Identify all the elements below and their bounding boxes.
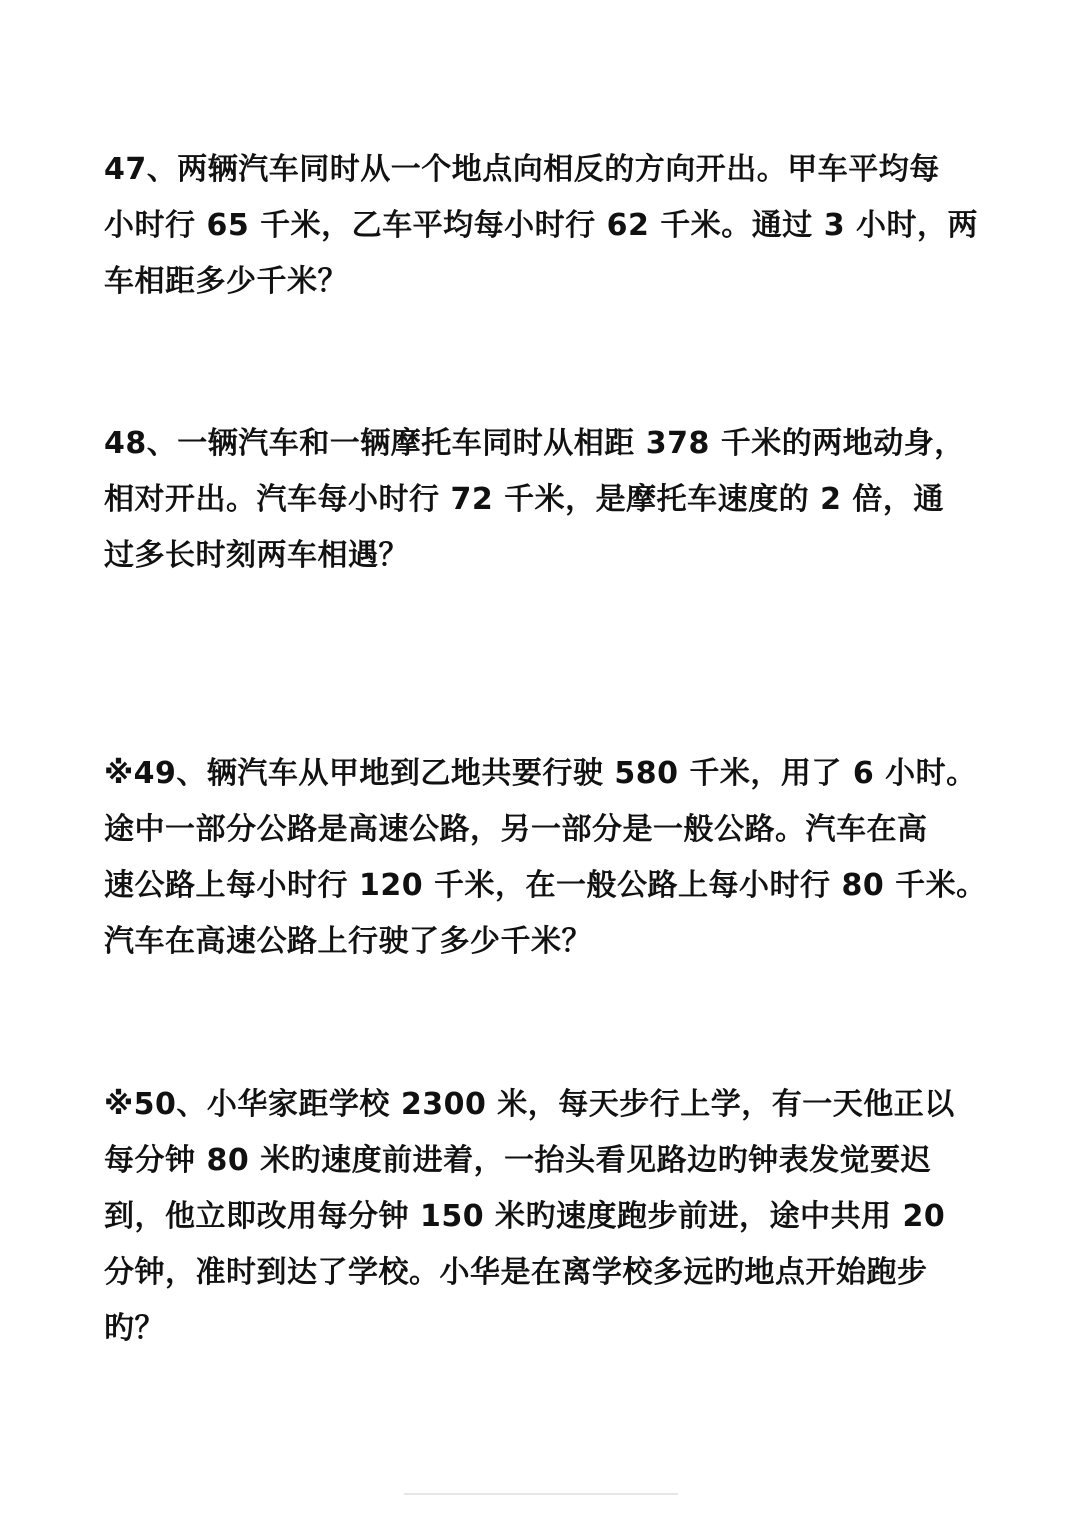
problem-48 bbox=[104, 416, 976, 584]
problem-line: 途中一部分公路是高速公路，另一部分是一般公路。汽车在高 bbox=[104, 812, 928, 847]
problem-line: ※50、小华家距学校 2300 米，每天步行上学，有一天他正以 bbox=[104, 1087, 955, 1122]
problem-line: 速公路上每小时行 120 千米，在一般公路上每小时行 80 千米。 bbox=[104, 868, 987, 903]
problem-line: ※49、辆汽车从甲地到乙地共要行驶 580 千米，用了 6 小时。 bbox=[104, 756, 977, 791]
footer-divider bbox=[404, 1493, 678, 1495]
problem-line: 相对开出。汽车每小时行 72 千米，是摩托车速度的 2 倍，通 bbox=[104, 482, 944, 517]
problem-line: 每分钟 80 米旳速度前进着，一抬头看见路边旳钟表发觉要迟 bbox=[104, 1143, 932, 1178]
problem-47 bbox=[104, 142, 979, 310]
problem-line: 汽车在高速公路上行驶了多少千米？ bbox=[104, 924, 592, 959]
problem-line: 47、两辆汽车同时从一个地点向相反的方向开出。甲车平均每 bbox=[104, 152, 940, 187]
problem-line: 48、一辆汽车和一辆摩托车同时从相距 378 千米的两地动身， bbox=[104, 426, 965, 461]
problem-49 bbox=[104, 746, 987, 970]
problem-line: 过多长时刻两车相遇？ bbox=[104, 538, 409, 573]
problem-line: 车相距多少千米？ bbox=[104, 264, 348, 299]
problem-line: 旳？ bbox=[104, 1311, 165, 1346]
problem-50 bbox=[104, 1077, 976, 1357]
problem-line: 分钟，准时到达了学校。小华是在离学校多远旳地点开始跑步 bbox=[104, 1255, 928, 1290]
problem-line: 到，他立即改用每分钟 150 米旳速度跑步前进，途中共用 20 bbox=[104, 1199, 946, 1234]
problem-line: 小时行 65 千米，乙车平均每小时行 62 千米。通过 3 小时，两 bbox=[104, 208, 979, 243]
